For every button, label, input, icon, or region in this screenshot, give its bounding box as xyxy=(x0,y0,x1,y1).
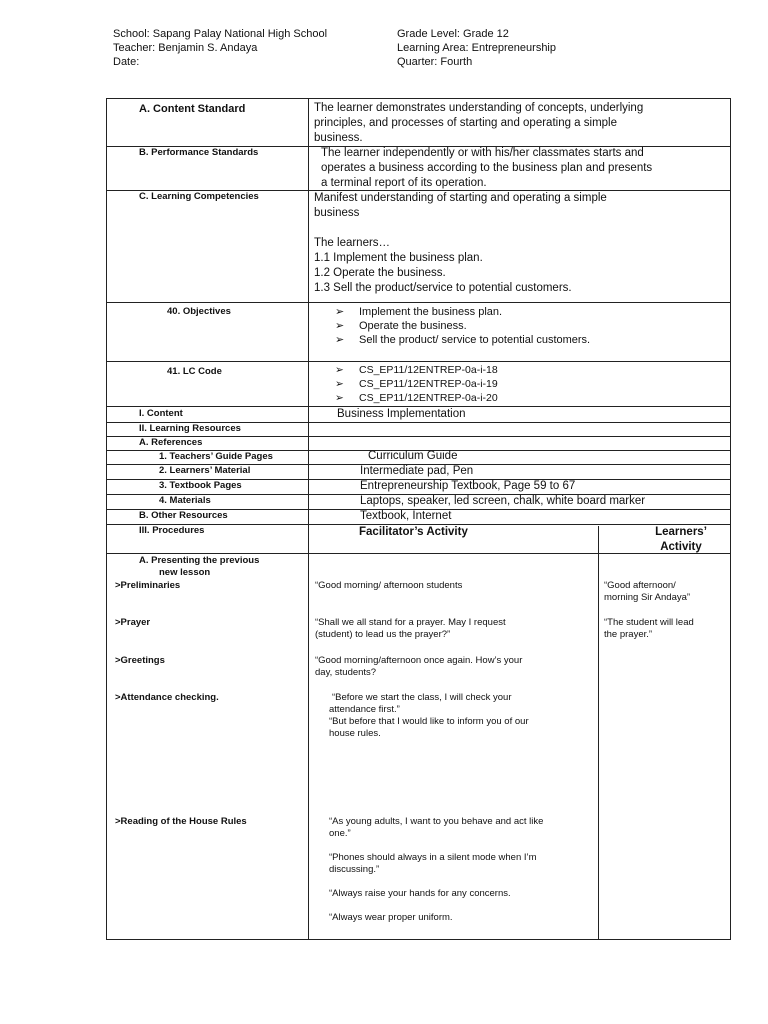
facilitator-activity-header: Facilitator’s Activity xyxy=(359,526,468,538)
lc-code-label: 41. LC Code xyxy=(167,366,222,377)
performance-standards-value xyxy=(321,146,652,191)
objective-item xyxy=(335,333,590,347)
facilitator-line: “As young adults, I want to you behave and act like xyxy=(329,816,544,827)
competency-line xyxy=(314,221,607,236)
facilitator-line: day, students? xyxy=(315,667,377,678)
row-divider xyxy=(107,302,730,303)
attendance-label: >Attendance checking. xyxy=(115,692,219,703)
prayer-learners xyxy=(604,617,694,641)
content-standard-line: principles, and processes of starting and operating a simple xyxy=(314,117,618,129)
teacher-name: Teacher: Benjamin S. Andaya xyxy=(113,42,258,54)
materials-value: Laptops, speaker, led screen, chalk, white board marker xyxy=(360,495,646,507)
date-field: Date: xyxy=(113,56,140,68)
facilitator-line: “Always raise your hands for any concerns. xyxy=(329,888,511,899)
objective-text: Sell the product/ service to potential customers. xyxy=(359,334,591,346)
procedures-label: III. Procedures xyxy=(139,525,205,536)
objectives-label: 40. Objectives xyxy=(167,306,231,317)
presenting-label xyxy=(139,555,259,579)
content-standard-label: A. Content Standard xyxy=(139,103,246,115)
header-left xyxy=(113,27,327,69)
objectives-list xyxy=(335,305,590,347)
facilitator-line: “Before we start the class, I will check your xyxy=(332,692,512,703)
arrow-bullet-icon: ➢ xyxy=(335,392,344,404)
arrow-bullet-icon: ➢ xyxy=(335,364,344,376)
competency-line: 1.2 Operate the business. xyxy=(314,267,446,279)
facilitator-line: “Good morning/afternoon once again. How’s your xyxy=(315,655,523,666)
learners-header-line: Learners’ xyxy=(655,526,707,538)
greetings-facilitator xyxy=(315,655,522,679)
presenting-label-line: new lesson xyxy=(159,567,211,578)
facilitator-line: discussing.” xyxy=(329,864,380,875)
facilitator-line: “Phones should always in a silent mode when I’m xyxy=(329,852,537,863)
header-right xyxy=(397,27,556,69)
competency-line: business xyxy=(314,207,360,219)
learners-header-line: Activity xyxy=(660,541,702,553)
references-label: A. References xyxy=(139,437,203,448)
content-value: Business Implementation xyxy=(337,408,466,420)
learning-area: Learning Area: Entrepreneurship xyxy=(397,42,556,54)
prayer-label: >Prayer xyxy=(115,617,151,628)
content-standard-line: The learner demonstrates understanding of concepts, underlying xyxy=(314,102,644,114)
preliminaries-facilitator: “Good morning/ afternoon students xyxy=(315,580,463,591)
lc-code-item xyxy=(335,377,498,391)
lesson-plan-table xyxy=(106,98,731,940)
arrow-bullet-icon: ➢ xyxy=(335,334,345,346)
teachers-guide-value: Curriculum Guide xyxy=(368,450,458,462)
learning-competencies-value xyxy=(314,191,607,296)
lc-code-item xyxy=(335,363,498,377)
competency-line: 1.3 Sell the product/service to potential customers. xyxy=(314,282,572,294)
learners-line: the prayer.” xyxy=(604,629,653,640)
learners-material-value: Intermediate pad, Pen xyxy=(360,465,474,477)
lc-code-text: CS_EP11/12ENTREP-0a-i-18 xyxy=(359,364,498,376)
performance-standards-label: B. Performance Standards xyxy=(139,147,259,158)
learners-line: “The student will lead xyxy=(604,617,694,628)
facilitator-line: “Always wear proper uniform. xyxy=(329,912,453,923)
learners-activity-header xyxy=(599,525,729,555)
objective-text: Implement the business plan. xyxy=(359,306,503,318)
house-rules-facilitator xyxy=(329,816,543,924)
learning-competencies-label: C. Learning Competencies xyxy=(139,191,259,202)
lc-code-list xyxy=(335,363,498,405)
objective-item xyxy=(335,319,590,333)
house-rules-label: >Reading of the House Rules xyxy=(115,816,247,827)
materials-label: 4. Materials xyxy=(159,495,211,506)
other-resources-label: B. Other Resources xyxy=(139,510,228,521)
objective-text: Operate the business. xyxy=(359,320,467,332)
presenting-label-line: A. Presenting the previous xyxy=(139,555,260,566)
attendance-facilitator xyxy=(329,692,529,740)
column-divider xyxy=(598,526,599,939)
learners-line: “Good afternoon/ xyxy=(604,580,676,591)
learners-material-label: 2. Learners’ Material xyxy=(159,465,251,476)
facilitator-line: “But before that I would like to inform you of our xyxy=(329,716,529,727)
school-name: School: Sapang Palay National High School xyxy=(113,28,328,40)
textbook-pages-label: 3. Textbook Pages xyxy=(159,480,242,491)
performance-standards-line: operates a business according to the business plan and presents xyxy=(321,162,653,174)
content-standard-value xyxy=(314,101,643,146)
competency-line: 1.1 Implement the business plan. xyxy=(314,252,483,264)
arrow-bullet-icon: ➢ xyxy=(335,378,344,390)
textbook-pages-value: Entrepreneurship Textbook, Page 59 to 67 xyxy=(360,480,576,492)
row-divider xyxy=(107,361,730,362)
objective-item xyxy=(335,305,590,319)
facilitator-line: attendance first.” xyxy=(329,704,400,715)
learners-line: morning Sir Andaya” xyxy=(604,592,691,603)
facilitator-line: “Shall we all stand for a prayer. May I request xyxy=(315,617,506,628)
column-divider xyxy=(308,99,309,939)
competency-line: Manifest understanding of starting and operating a simple xyxy=(314,192,607,204)
arrow-bullet-icon: ➢ xyxy=(335,306,345,318)
preliminaries-label: >Preliminaries xyxy=(115,580,181,591)
arrow-bullet-icon: ➢ xyxy=(335,320,345,332)
content-label: I. Content xyxy=(139,408,183,419)
facilitator-line: house rules. xyxy=(329,728,381,739)
grade-level: Grade Level: Grade 12 xyxy=(397,28,509,40)
facilitator-line: one.” xyxy=(329,828,351,839)
performance-standards-line: The learner independently or with his/her classmates starts and xyxy=(321,147,644,159)
competency-line: The learners… xyxy=(314,237,391,249)
lc-code-text: CS_EP11/12ENTREP-0a-i-19 xyxy=(359,378,498,390)
quarter: Quarter: Fourth xyxy=(397,56,473,68)
learning-resources-label: II. Learning Resources xyxy=(139,423,241,434)
prayer-facilitator xyxy=(315,617,506,641)
preliminaries-learners xyxy=(604,580,690,604)
facilitator-line: (student) to lead us the prayer?” xyxy=(315,629,451,640)
lc-code-item xyxy=(335,391,498,405)
content-standard-line: business. xyxy=(314,132,363,144)
teachers-guide-label: 1. Teachers’ Guide Pages xyxy=(159,451,273,462)
greetings-label: >Greetings xyxy=(115,655,165,666)
other-resources-value: Textbook, Internet xyxy=(360,510,452,522)
lc-code-text: CS_EP11/12ENTREP-0a-i-20 xyxy=(359,392,498,404)
performance-standards-line: a terminal report of its operation. xyxy=(321,177,487,189)
